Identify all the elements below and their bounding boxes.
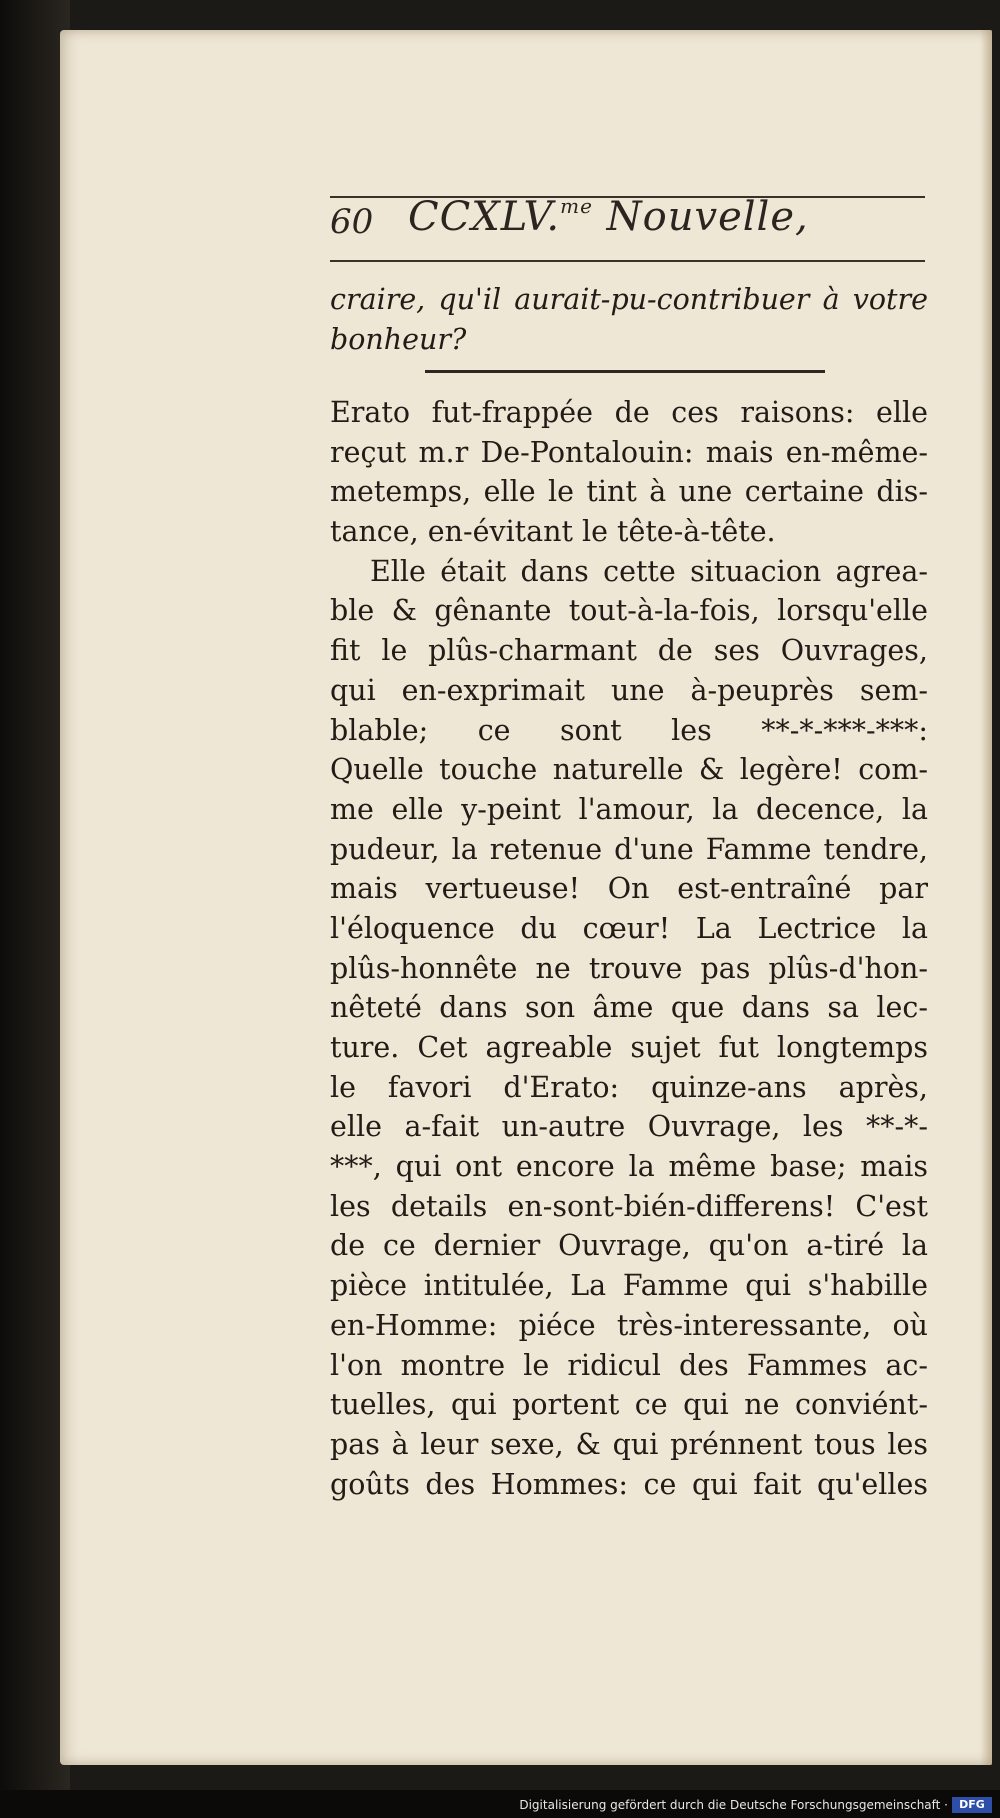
- text-line: le favori d'Erato: quinze-ans après,: [330, 1070, 928, 1104]
- text-line: craire, qu'il aurait-pu-contribuer à votre: [330, 283, 928, 316]
- text-line: nêteté dans son âme que dans sa lec-: [330, 991, 928, 1025]
- text-line: pas à leur sexe, & qui prénnent tous les: [330, 1427, 928, 1461]
- text-line: Quelle touche naturelle & legère! com-: [330, 753, 928, 787]
- text-line: pudeur, la retenue d'une Famme tendre,: [330, 832, 928, 866]
- text-line: goûts des Hommes: ce qui fait qu'elles: [330, 1467, 928, 1501]
- text-line: pièce intitulée, La Famme qui s'habille: [330, 1269, 928, 1303]
- text-line: me elle y-peint l'amour, la decence, la: [330, 792, 928, 826]
- text-line: en-Homme: piéce très-interessante, où: [330, 1308, 928, 1342]
- text-line: ture. Cet agreable sujet fut longtemps: [330, 1031, 928, 1064]
- text-line: de ce dernier Ouvrage, qu'on a-tiré la: [330, 1229, 928, 1263]
- text-line: reçut m.r De-Pontalouin: mais en-même-: [330, 435, 928, 469]
- text-line: l'éloquence du cœur! La Lectrice la: [330, 911, 928, 945]
- text-line: elle a-fait un-autre Ouvrage, les **-*-: [330, 1110, 928, 1144]
- chapter-title: CCXLV.$^{me}$ Nouvelle,: [408, 194, 809, 240]
- text-line: les details en-sont-bién-differens! C'est: [330, 1189, 928, 1223]
- dfg-logo: DFG: [952, 1797, 992, 1813]
- text-line: tuelles, qui portent ce qui ne conviént-: [330, 1388, 928, 1422]
- text-line: Elle était dans cette situacion agrea-: [370, 554, 928, 588]
- text-line: l'on montre le ridicul des Fammes ac-: [330, 1348, 928, 1382]
- text-line: Erato fut-frappée de ces raisons: elle: [330, 396, 928, 429]
- footer-bar: [0, 1790, 1000, 1818]
- text-line: metemps, elle le tint à une certaine dis-: [330, 475, 928, 509]
- header-rule-bottom: [330, 260, 925, 262]
- text-line: tance, en-évitant le tête-à-tête.: [330, 515, 776, 549]
- text-line: ble & gênante tout-à-la-fois, lorsqu'elle: [330, 594, 928, 628]
- intro-text: [330, 280, 928, 359]
- text-line: bonheur?: [330, 322, 467, 356]
- running-head: [330, 190, 925, 244]
- text-line: qui en-exprimait une à-peuprès sem-: [330, 673, 928, 707]
- text-line: mais vertueuse! On est-entraîné par: [330, 872, 928, 906]
- text-line: plûs-honnête ne trouve pas plûs-d'hon-: [330, 951, 928, 985]
- text-line: ***, qui ont encore la même base; mais: [330, 1150, 928, 1184]
- section-separator: [425, 370, 825, 373]
- main-text: [330, 393, 928, 1504]
- text-line: fit le plûs-charmant de ses Ouvrages,: [330, 634, 928, 668]
- footer-credit: Digitalisierung gefördert durch die Deutsche Forschungsgemeinschaft ·: [519, 1798, 948, 1812]
- page-number: 60: [330, 202, 374, 242]
- text-line: blable; ce sont les **-*-***-***:: [330, 713, 928, 747]
